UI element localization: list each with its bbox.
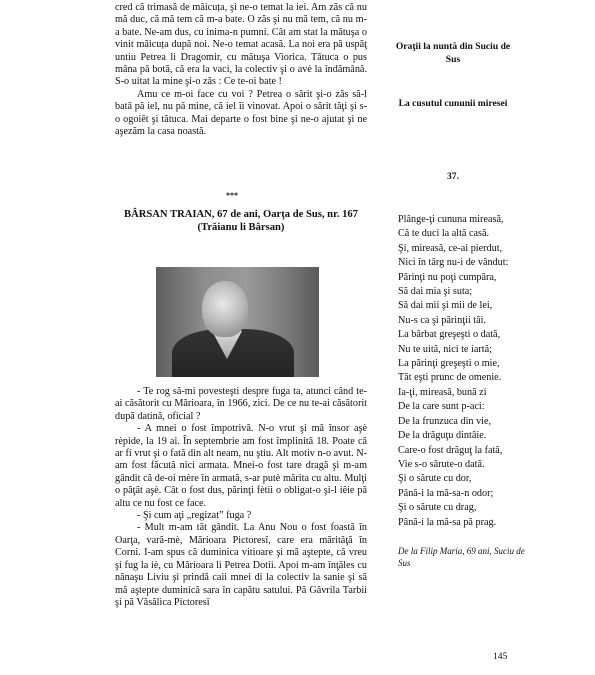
poem-line: Nu te uită, nici te iartă; — [398, 343, 492, 355]
poem-line: Să dai mia şi suta; — [398, 286, 473, 298]
page-number: 145 — [493, 651, 508, 662]
poem-line: Ia-ţi, mireasă, bună zi — [398, 386, 487, 398]
paragraph: Amu ce m-oi face cu voi ? Petrea o sărit şi-o zăs să-l bată pă iel, nu pă mine, că iel îi vinovat. Apoi o sărit tăţi şi s-o ogoiêt şi tătuca. Mai departe o fost bine şi ne-o ajutat şi ne aşezăm la casa noastă. — [115, 88, 367, 138]
paragraph: - Te rog să-mi povesteşti despre fuga ta, atunci când te-ai căsătorit cu Mărioara, în 1966, zici. De ce nu te-ai căsătorit după datină, oficial ? — [115, 386, 367, 422]
poem-line: De la care sunt p-aci: — [398, 401, 485, 413]
poem-line: De la frunzuca din vie, — [398, 415, 492, 427]
interview-text — [115, 386, 367, 609]
interview-heading — [115, 208, 367, 234]
poem-line: Plânge-ţi cununa mireasă, — [398, 214, 504, 225]
top-text-block — [115, 2, 367, 138]
poem-credit: De la Filip Maria, 69 ani, Suciu de Sus — [398, 546, 525, 568]
poem-line: Şi, mireasă, ce-ai pierdut, — [398, 242, 503, 254]
poem-number: 37. — [447, 171, 459, 182]
heading-line-2: (Trăianu li Bârsan) — [197, 222, 285, 233]
poem-line: Până-i la mă-sa-n odor; — [398, 487, 494, 499]
poem-line: Până-i la mă-sa pă prag. — [398, 516, 497, 528]
poem-line: Nici în târg nu-i de vândut: — [398, 257, 509, 269]
paragraph: cred că trimasă de măicuța, şi ne-o temat la iei. Am zăs că nu mă duc, că mă tem că m-a bate. O zăs şi nu mă tem, că nu m-a bate. Ne-am dus, cu inima-n pumni. Cât am stat la mătuşa o vinit măicuța după noi. Ne-o temat acasă. La noi era pă uspăţ untiu Petrea li Dragomir, cu mătuşa Viorica. Tătuca o pus mâna pă botă, că era la vaci, la colectiv şi o avè la îndămână. S-o uitat la mine şi-o zăs : Ce te-oi bate ! — [115, 2, 367, 88]
poem-line: Care-o fost drăguţ la fată, — [398, 444, 503, 456]
photo-figure-face — [202, 281, 248, 337]
poem-line: La părinţi greşeşti o mie, — [398, 358, 500, 370]
poem-line: Că te duci la altă casă. — [398, 228, 490, 240]
paragraph: - Şi cum aţi „regizat” fuga ? — [137, 510, 252, 522]
right-title-1: Oraţii la nuntă din Suciu de Sus — [395, 41, 511, 65]
paragraph: - A mnei o fost împotrivă. N-o vrut şi mă însor aşè rèpide, la 19 ai. În septembrie am fost împlinită 18. Poate că ar fi vrut şi o fată din alt neam, nu ştiu. Alt motiv n-o avut. N-am fost făcută nici armata. Mnei-o fost tare dragă şi m-am gândit că de-oi mère în armată, s-ar putè mărita cu altu. Mulţi o păţât aşè. Cât o fost dus, părinţi fètii o obligat-o şi-l iêie pă altu ce nu fost ce face. — [115, 423, 367, 509]
poem-line: Nu-s ca şi părinţii tăi. — [398, 314, 486, 326]
right-title-2: La cusutul cununii miresei — [398, 98, 508, 109]
poem — [398, 213, 528, 530]
heading-line-1: BÂRSAN TRAIAN, 67 de ani, Oarţa de Sus, nr. 167 — [124, 209, 358, 220]
section-separator: *** — [226, 191, 238, 200]
poem-line: Şi o sărute cu dor, — [398, 473, 472, 485]
poem-line: Părinţi nu poţi cumpăra, — [398, 271, 497, 283]
paragraph: - Mult m-am tăt gândit. La Anu Nou o fost foastă în Oarţa, vară-mè, Mărioara Pictoresî, care era mărităţă în Corni. I-am spus că duminica vitioare şi mă aştepte, că vreu şi fug la iè, cu Mărioara li Petrea Dotii. Apoi m-am înţăles cu nănaşu Liviu şi prindă caii mnei di la colectiv la sanie şi să mă aştepte duminică sara în capătu satului. Pă Găvrila Tarbii şi pă Văsălica Pictoresî — [115, 522, 367, 608]
poem-line: Şi o sărute cu drag, — [398, 502, 477, 514]
poem-line: Vie s-o sărute-o dată. — [398, 458, 485, 470]
poem-line: Tăt eşti prunc de omenie. — [398, 372, 502, 384]
poem-line: De la drăguţu dintâie. — [398, 430, 487, 442]
poem-line: Să dai mii şi mii de lei, — [398, 300, 493, 312]
portrait-photo — [156, 267, 319, 377]
poem-line: La bărbat greşeşti o dată, — [398, 329, 501, 341]
